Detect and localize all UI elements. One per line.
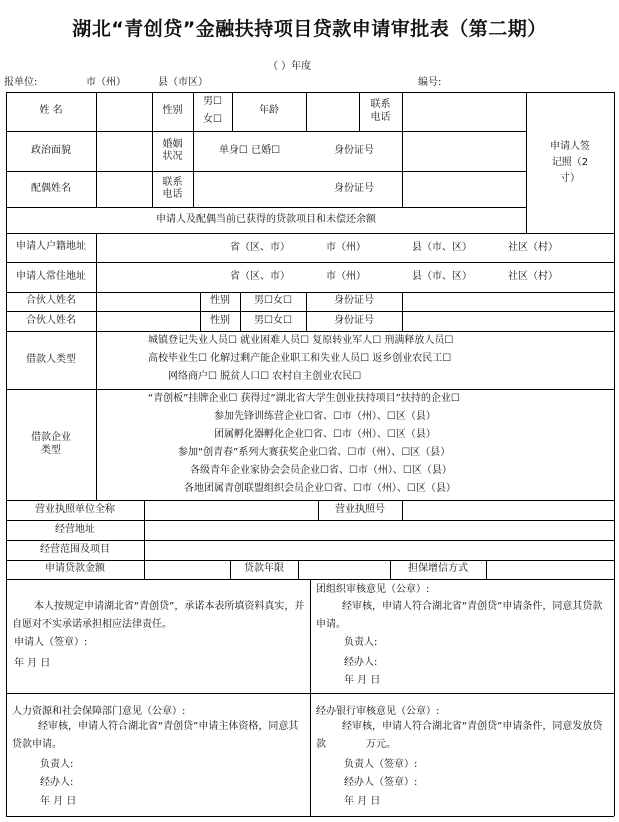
bank-handler-label: 经办人（签章）: xyxy=(344,777,418,788)
domicile-label: 申请人户籍地址 xyxy=(16,241,86,253)
marital-label: 婚姻状况 xyxy=(162,138,183,162)
bank-body-suffix: 万元。 xyxy=(366,739,396,750)
marital-options[interactable]: 单身☐ 已婚☐ xyxy=(218,144,281,156)
license-number-label: 营业执照号 xyxy=(335,503,385,515)
borrower-type-line-1[interactable]: 城镇登记失业人员☐ 就业困难人员☐ 复原转业军人☐ 刑满释放人员☐ xyxy=(148,335,454,346)
partner2-gender-options[interactable]: 男☐女☐ xyxy=(254,314,292,326)
residence-province: 省（区、市） xyxy=(230,271,290,282)
hr-opinion-heading: 人力资源和社会保障部门意见（公章）: xyxy=(12,706,186,717)
loan-amount-label: 申请贷款金额 xyxy=(45,563,105,575)
enterprise-line-1[interactable]: “青创板”挂牌企业☐ 获得过“湖北省大学生创业扶持项目”扶持的企业☐ xyxy=(148,393,460,404)
contact-phone-label: 联系电话 xyxy=(370,99,391,123)
spouse-phone-label: 联系电话 xyxy=(162,176,183,200)
league-date: 年 月 日 xyxy=(344,675,381,686)
spouse-name-label: 配偶姓名 xyxy=(31,182,71,194)
license-name-label: 营业执照单位全称 xyxy=(35,503,115,515)
domicile-community: 社区（村） xyxy=(508,242,558,253)
enterprise-line-4[interactable]: 参加“创青春”系列大赛获奖企业☐省、☐市（州）、☐区（县） xyxy=(178,447,451,458)
enterprise-line-6[interactable]: 各地团属青创联盟组织会员企业☐省、☐市（州）、☐区（县） xyxy=(184,483,456,494)
photo-label: 申请人签记照（2寸） xyxy=(550,140,590,184)
page-title: 湖北“青创贷”金融扶持项目贷款申请审批表（第二期） xyxy=(72,18,547,40)
enterprise-line-5[interactable]: 各级青年企业家协会会员企业☐省、☐市（州）、☐区（县） xyxy=(190,465,452,476)
residence-label: 申请人常住地址 xyxy=(16,270,86,282)
league-handler-label: 经办人: xyxy=(344,657,378,668)
residence-city: 市（州） xyxy=(326,271,366,282)
borrower-type-label: 借款人类型 xyxy=(26,353,76,365)
loan-term-label: 贷款年限 xyxy=(244,563,284,575)
bank-date: 年 月 日 xyxy=(344,796,381,807)
residence-county: 县（市、区） xyxy=(412,271,472,282)
partner1-name-label: 合伙人姓名 xyxy=(26,295,76,307)
male-checkbox[interactable]: 男☐ xyxy=(203,96,222,108)
id-number-label: 身份证号 xyxy=(334,144,374,156)
guarantee-label: 担保增信方式 xyxy=(408,563,468,575)
enterprise-line-2[interactable]: 参加先锋训练营企业☐省、☐市（州）、☐区（县） xyxy=(214,411,436,422)
enterprise-type-label: 借款企业类型 xyxy=(31,432,71,456)
league-opinion-body: 经审核，申请人符合湖北省“青创贷”申请条件，同意其贷款申请。 xyxy=(316,601,603,630)
applicant-signature-label: 申请人（签章）: xyxy=(14,637,88,648)
business-scope-label: 经营范围及项目 xyxy=(40,543,110,555)
name-label: 姓 名 xyxy=(39,105,63,117)
borrower-type-line-2[interactable]: 高校毕业生☐ 化解过剩产能企业职工和失业人员☐ 返乡创业农民工☐ xyxy=(148,353,452,364)
league-opinion-heading: 团组织审核意见（公章）: xyxy=(316,584,430,595)
hr-responsible-label: 负责人: xyxy=(40,759,74,770)
domicile-province: 省（区、市） xyxy=(230,242,290,253)
bank-body-prefix: 经审核，申请人符合湖北省“青创贷”申请条件，同意发放贷款 xyxy=(316,721,603,750)
spouse-id-number-label: 身份证号 xyxy=(334,182,374,194)
applicant-date: 年 月 日 xyxy=(14,658,51,669)
bank-opinion-body xyxy=(316,718,608,754)
business-address-label: 经营地址 xyxy=(55,523,95,535)
partner1-gender-options[interactable]: 男☐女☐ xyxy=(254,295,292,307)
hr-opinion-body: 经审核，申请人符合湖北省“青创贷”申请主体资格，同意其贷款申请。 xyxy=(12,721,299,750)
enterprise-line-3[interactable]: 团属孵化器孵化企业☐省、☐市（州）、☐区（县） xyxy=(214,429,436,440)
hr-date: 年 月 日 xyxy=(40,796,77,807)
domicile-city: 市（州） xyxy=(326,242,366,253)
gender-label: 性别 xyxy=(162,105,183,117)
hr-handler-label: 经办人: xyxy=(40,777,74,788)
borrower-type-line-3[interactable]: 网络商户☐ 脱贫人口☐ 农村自主创业农民☐ xyxy=(168,371,362,382)
partner1-id-label: 身份证号 xyxy=(334,295,374,307)
city-label: 市（州） xyxy=(86,77,126,88)
partner2-name-label: 合伙人姓名 xyxy=(26,314,76,326)
partner2-gender-label: 性别 xyxy=(210,314,230,326)
county-label: 县（市区） xyxy=(158,77,208,88)
bank-responsible-label: 负责人（签章）: xyxy=(344,759,418,770)
domicile-county: 县（市、区） xyxy=(412,242,472,253)
applicant-statement: 本人按规定申请湖北省“青创贷”，承诺本表所填资料真实，并自愿对不实承诺承担相应法律责任。 xyxy=(12,601,305,630)
reporting-unit-label: 报单位: xyxy=(4,77,38,88)
number-label: 编号: xyxy=(418,77,442,88)
existing-loans-label: 申请人及配偶当前已获得的贷款项目和未偿还余额 xyxy=(156,213,376,225)
league-responsible-label: 负责人: xyxy=(344,637,378,648)
politics-label: 政治面貌 xyxy=(31,144,71,156)
age-label: 年龄 xyxy=(259,105,279,117)
partner2-id-label: 身份证号 xyxy=(334,314,374,326)
female-checkbox[interactable]: 女☐ xyxy=(203,114,222,126)
partner1-gender-label: 性别 xyxy=(210,295,230,307)
year-line: （ ）年度 xyxy=(268,61,312,72)
residence-community: 社区（村） xyxy=(508,271,558,282)
bank-opinion-heading: 经办银行审核意见（公章）: xyxy=(316,706,440,717)
